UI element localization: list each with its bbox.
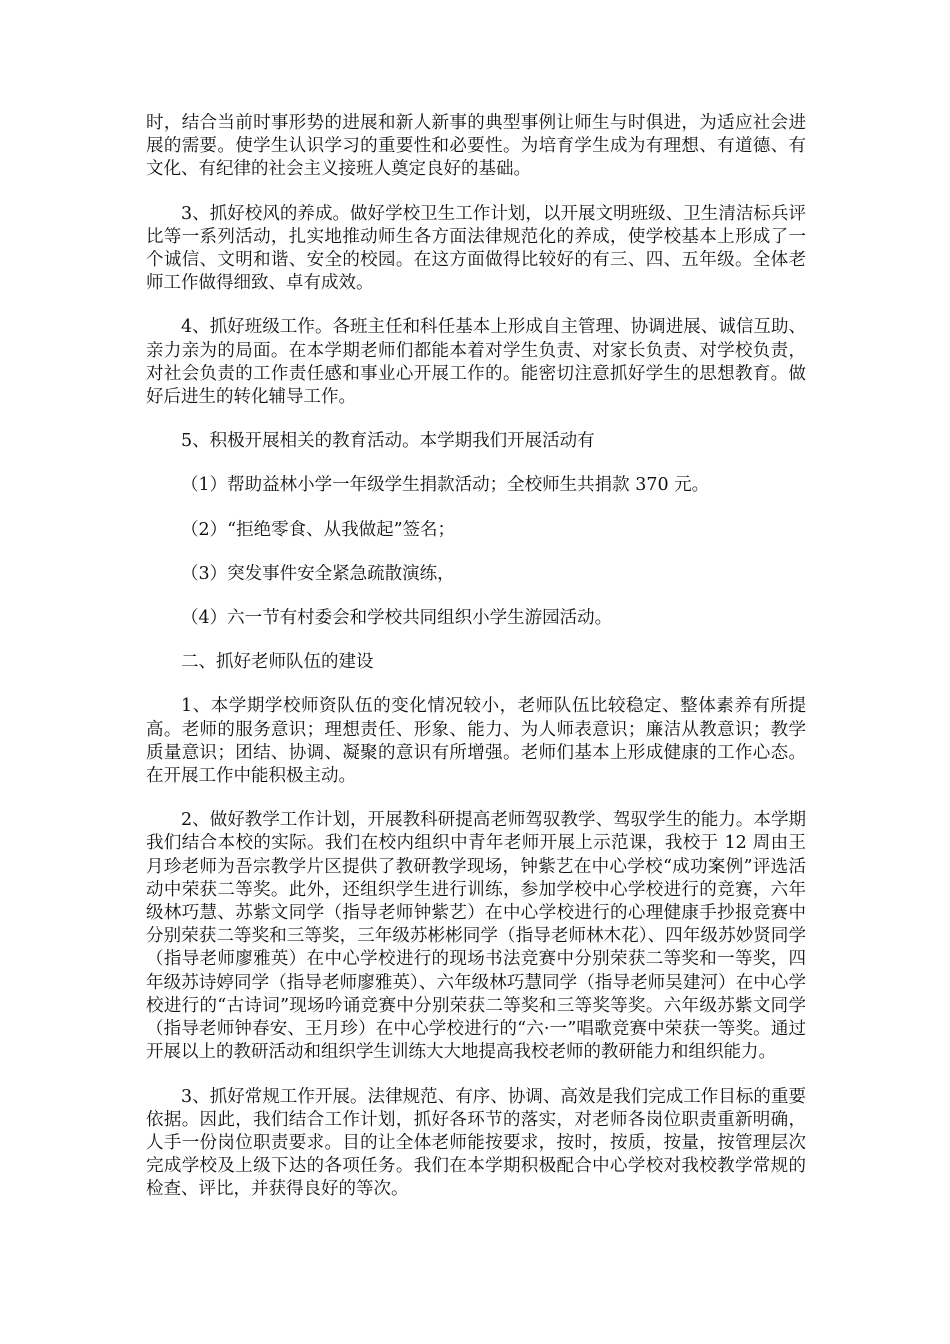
paragraph-activities-intro: 5、积极开展相关的教育活动。本学期我们开展活动有: [181, 431, 595, 452]
list-item-activity-2: （2）“拒绝零食、从我做起”签名；: [181, 519, 456, 540]
paragraph-teaching-plan: 2、做好教学工作计划，开展教科研提高老师驾驭教学、驾驭学生的能力。本学期我们结合本校的实际。我们在校内组织中青年老师开展上示范课，我校于 12 周由王月珍老师为吾宗教学片区提供了教研教学现场，钟紫艺在中心学校“成功案例”评选活动中荣获二等奖。此外，还组织学生进行训练，参加学校中心学校进行的竞赛，六年级林巧慧、苏紫文同学（指导老师钟紫艺）在中心学校进行的心理健康手抄报竞赛中分别荣获二等奖和三等奖，三年级苏彬彬同学（指导老师林木花）、四年级苏妙贤同学（指导老师廖雅英）在中心学校进行的现场书法竞赛中分别荣获二等奖和一等奖，四年级苏诗婷同学（指导老师廖雅英）、六年级林巧慧同学（指导老师吴建河）在中心学校进行的“古诗词”现场吟诵竞赛中分别荣获二等奖和三等奖等奖。六年级苏紫文同学（指导老师钟春安、王月珍）在中心学校进行的“六·一”唱歌竞赛中荣获一等奖。通过开展以上的教研活动和组织学生训练大大地提高我校老师的教研能力和组织能力。: [146, 810, 806, 1063]
paragraph-intro-continuation: 时，结合当前时事形势的进展和新人新事的典型事例让师生与时俱进，为适应社会进展的需要。使学生认识学习的重要性和必要性。为培育学生成为有理想、有道德、有文化、有纪律的社会主义接班人奠定良好的基础。: [146, 113, 806, 180]
paragraph-school-spirit: 3、抓好校风的养成。做好学校卫生工作计划，以开展文明班级、卫生清洁标兵评比等一系列活动，扎实地推动师生各方面法律规范化的养成，使学校基本上形成了一个诚信、文明和谐、安全的校园。在这方面做得比较好的有三、四、五年级。全体老师工作做得细致、卓有成效。: [146, 203, 806, 294]
document-page: [146, 112, 806, 1223]
list-item-activity-3: （3）突发事件安全紧急疏散演练，: [181, 563, 455, 584]
paragraph-class-work: 4、抓好班级工作。各班主任和科任基本上形成自主管理、协调进展、诚信互助、亲力亲为的局面。在本学期老师们都能本着对学生负责、对家长负责、对学校负责，对社会负责的工作责任感和事业心开展工作的。能密切注意抓好学生的思想教育。做好后进生的转化辅导工作。: [146, 317, 806, 408]
section-heading-teacher-team: 二、抓好老师队伍的建设: [181, 652, 374, 673]
list-item-activity-4: （4）六一节有村委会和学校共同组织小学生游园活动。: [181, 608, 613, 629]
paragraph-teacher-team: 1、本学期学校师资队伍的变化情况较小，老师队伍比较稳定、整体素养有所提高。老师的服务意识；理想责任、形象、能力、为人师表意识；廉洁从教意识；教学质量意识；团结、协调、凝聚的意识有所增强。老师们基本上形成健康的工作心态。在开展工作中能积极主动。: [146, 696, 806, 787]
list-item-activity-1: （1）帮助益林小学一年级学生捐款活动；全校师生共捐款 370 元。: [181, 475, 710, 496]
paragraph-routine-work: 3、抓好常规工作开展。法律规范、有序、协调、高效是我们完成工作目标的重要依据。因此，我们结合工作计划，抓好各环节的落实，对老师各岗位职责重新明确，人手一份岗位职责要求。目的让全体老师能按要求，按时，按质，按量，按管理层次完成学校及上级下达的各项任务。我们在本学期积极配合中心学校对我校教学常规的检查、评比，并获得良好的等次。: [146, 1086, 806, 1200]
